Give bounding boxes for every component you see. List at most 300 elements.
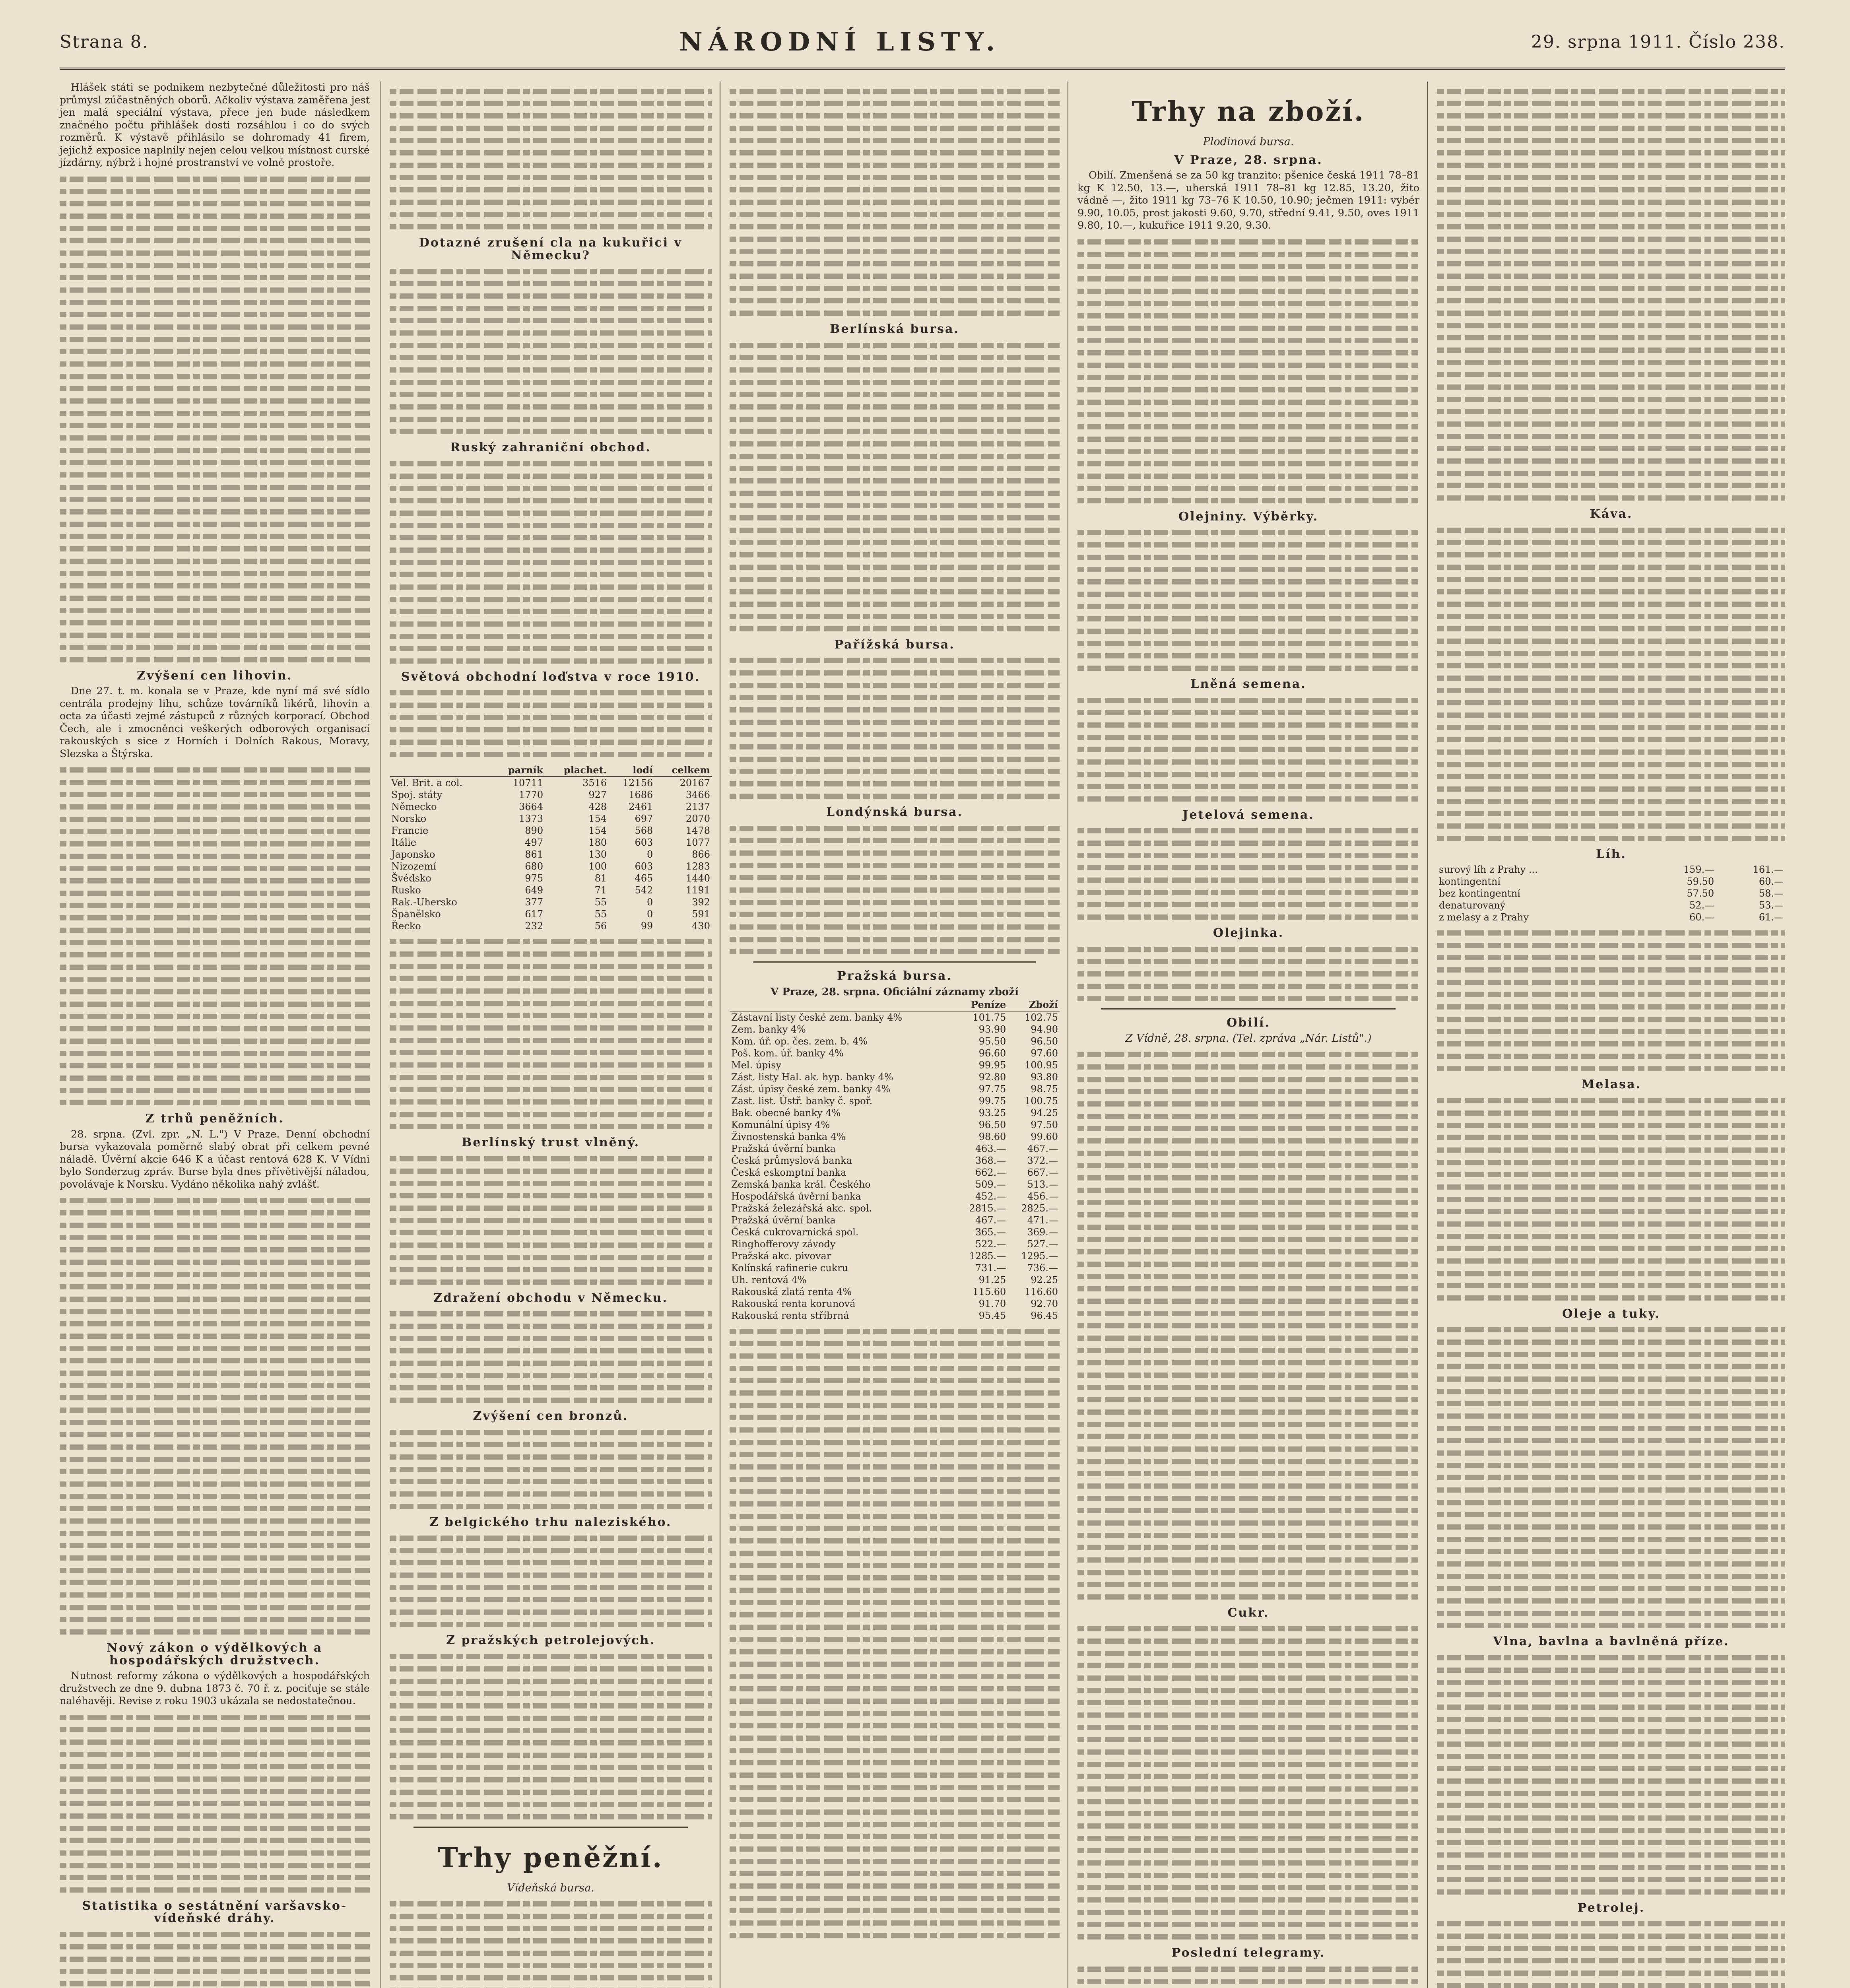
table-cell: 99.95 — [978, 1059, 1006, 1071]
table-cell: Kom. úř. op. čes. zem. b. 4% — [731, 1035, 868, 1047]
article-heading: Z belgického trhu naleziského. — [429, 1515, 672, 1529]
table-row — [730, 1298, 1060, 1310]
text-block — [1077, 239, 1419, 503]
table-cell: 100.75 — [1025, 1095, 1058, 1107]
table-row — [730, 1190, 1060, 1202]
table-row — [730, 1214, 1060, 1226]
table-cell: 60.— — [1689, 912, 1714, 923]
table-row — [730, 1107, 1060, 1119]
table-header-cell — [730, 999, 956, 1011]
table-cell: 96.45 — [1031, 1310, 1058, 1321]
table-cell: 93.25 — [978, 1107, 1006, 1118]
text-block — [1437, 1921, 1785, 1988]
table-row — [730, 1035, 1060, 1047]
text-block — [1437, 528, 1785, 841]
table-cell: 61.— — [1759, 912, 1784, 923]
text-block — [60, 1932, 370, 1988]
table-cell: 93.80 — [1031, 1071, 1058, 1083]
table-row — [730, 1178, 1060, 1190]
table-row — [1437, 911, 1785, 923]
table-cell: Poš. kom. úř. banky 4% — [731, 1047, 844, 1059]
article-heading: Obilí. — [1227, 1015, 1270, 1030]
table-cell: Norsko — [391, 813, 427, 824]
article-paragraph: Obilí. Zmenšená se za 50 kg tranzito: pšenice česká 1911 78–81 kg K 12.50, 13.—, uherská 1911 78–81 kg 12.85, 13.20, žito vádně —, žito 1911 kg 73–76 K 10.50, 10.90; ječmen 1911: vybér 9.90, 10.05, prost jakosti 9.60, 9.70, střední 9.41, 9.50, oves 1911 9.80, 10.—, kukuřice 1911 9.20, 9.30. — [1077, 169, 1419, 231]
table-cell: Zast. list. Ústř. banky č. spoř. — [731, 1095, 873, 1107]
article-heading: Berlínský trust vlněný. — [461, 1136, 640, 1149]
table-cell: Česká eskomptní banka — [731, 1167, 846, 1178]
table-cell: 465 — [635, 873, 653, 884]
article-heading: Berlínská bursa. — [830, 322, 959, 336]
text-block — [730, 1329, 1060, 1938]
table-cell: 1077 — [685, 837, 710, 848]
table-cell: denaturovaný — [1439, 900, 1506, 911]
table-cell: 3664 — [519, 801, 544, 812]
table-cell: 92.25 — [1031, 1274, 1058, 1285]
table-cell: kontingentní — [1439, 876, 1501, 887]
table-row — [730, 1059, 1060, 1071]
table-cell: 377 — [525, 897, 544, 908]
section-title: Trhy peněžní. — [438, 1842, 664, 1874]
table-cell: 97.60 — [1031, 1047, 1058, 1059]
table-cell: 0 — [647, 897, 653, 908]
article-heading: Poslední telegramy. — [1171, 1946, 1326, 1960]
article-heading: Lněná semena. — [1190, 677, 1306, 691]
article-heading: Pařížská bursa. — [834, 637, 955, 652]
table-cell: Zemská banka král. Českého — [731, 1178, 871, 1190]
table-row — [390, 837, 712, 848]
table-cell: z melasy a z Prahy — [1439, 912, 1529, 923]
table-cell: Zást. úpisy české zem. banky 4% — [731, 1083, 891, 1095]
table-cell: Německo — [391, 801, 437, 812]
table-row — [390, 825, 712, 837]
table-row — [730, 1047, 1060, 1059]
text-block — [1437, 930, 1785, 1071]
table-cell: 2825.— — [1021, 1202, 1058, 1214]
shipping-table — [390, 764, 712, 932]
table-header-cell: Zboží — [1008, 999, 1060, 1011]
table-header-row — [730, 999, 1060, 1011]
table-cell: 662.— — [975, 1167, 1006, 1178]
table-cell: Mel. úpisy — [731, 1059, 782, 1071]
table-cell: 53.— — [1759, 900, 1784, 911]
table-cell: 154 — [588, 813, 607, 824]
table-cell: 667.— — [1027, 1167, 1058, 1178]
table-cell: 96.50 — [978, 1119, 1006, 1130]
table-cell: 99 — [641, 920, 653, 932]
text-block — [1437, 1327, 1785, 1628]
column-2 — [390, 82, 712, 1988]
text-block — [390, 89, 712, 229]
table-cell: 101.75 — [973, 1011, 1006, 1023]
table-header-cell: plachet. — [545, 764, 608, 777]
text-block — [390, 1311, 712, 1403]
table-cell: Řecko — [391, 920, 421, 932]
table-cell: 20167 — [679, 777, 710, 788]
table-cell: Bak. obecné banky 4% — [731, 1107, 841, 1118]
quotation-rows — [730, 1011, 1060, 1322]
table-cell: 603 — [635, 837, 653, 848]
article-heading: Vlna, bavlna a bavlněná příze. — [1493, 1635, 1730, 1648]
article-heading: Jetelová semena. — [1182, 808, 1314, 822]
table-cell: 91.25 — [978, 1274, 1006, 1285]
table-cell: 99.60 — [1031, 1131, 1058, 1142]
table-cell: 94.25 — [1031, 1107, 1058, 1118]
table-cell: bez kontingentní — [1439, 888, 1520, 899]
table-row — [730, 1286, 1060, 1298]
table-cell: 2070 — [685, 813, 710, 824]
table-cell: 513.— — [1027, 1178, 1058, 1190]
article-heading: Olejinka. — [1213, 926, 1284, 940]
table-cell: Zem. banky 4% — [731, 1023, 806, 1035]
table-cell: 975 — [525, 873, 544, 884]
text-block — [390, 1430, 712, 1509]
table-cell: 180 — [588, 837, 607, 848]
table-cell: 430 — [692, 920, 710, 932]
table-cell: 98.60 — [978, 1131, 1006, 1142]
text-block — [390, 1536, 712, 1627]
table-cell: 368.— — [975, 1155, 1006, 1166]
article-heading: Cukr. — [1227, 1606, 1270, 1620]
table-cell: Pražská úvěrní banka — [731, 1143, 836, 1154]
section-title: Trhy na zboží. — [1132, 96, 1365, 128]
table-cell: Zástavní listy české zem. banky 4% — [731, 1011, 903, 1023]
table-cell: Pražská úvěrní banka — [731, 1214, 836, 1226]
table-header-cell — [390, 764, 492, 777]
table-cell: Rakouská renta korunová — [731, 1298, 856, 1309]
table-cell: 93.90 — [978, 1023, 1006, 1035]
table-header-cell: celkem — [654, 764, 712, 777]
text-block — [730, 826, 1060, 954]
table-cell: 100.95 — [1025, 1059, 1058, 1071]
table-row — [390, 884, 712, 896]
table-cell: 2815.— — [969, 1202, 1006, 1214]
table-row — [1437, 887, 1785, 899]
table-cell: Francie — [391, 825, 429, 836]
table-row — [730, 1083, 1060, 1095]
text-block — [1077, 530, 1419, 671]
text-block — [1077, 1052, 1419, 1600]
table-cell: 542 — [635, 885, 653, 896]
table-cell: Pražská železářská akc. spol. — [731, 1202, 872, 1214]
table-header-cell: parník — [492, 764, 545, 777]
text-block — [1077, 828, 1419, 920]
table-cell: 98.75 — [1031, 1083, 1058, 1095]
table-cell: 57.50 — [1687, 888, 1714, 899]
table-cell: 452.— — [975, 1190, 1006, 1202]
section-subtitle: Z Vídně, 28. srpna. (Tel. zpráva „Nár. Listů".) — [1125, 1032, 1372, 1044]
table-cell: Španělsko — [391, 909, 441, 920]
table-cell: 731.— — [975, 1262, 1006, 1274]
table-cell: 10711 — [512, 777, 544, 788]
table-cell: 102.75 — [1025, 1011, 1058, 1023]
text-block — [390, 1156, 712, 1285]
article-heading: Z pražských petrolejových. — [446, 1633, 655, 1647]
table-row — [390, 908, 712, 920]
table-row — [390, 777, 712, 789]
table-cell: 96.50 — [1031, 1035, 1058, 1047]
table-cell: 60.— — [1759, 876, 1784, 887]
table-cell: 56 — [594, 920, 607, 932]
article-heading: Melasa. — [1581, 1077, 1641, 1091]
table-cell: 154 — [588, 825, 607, 836]
table-row — [390, 872, 712, 884]
table-row — [730, 1023, 1060, 1035]
table-cell: 2461 — [629, 801, 653, 812]
table-cell: Itálie — [391, 837, 416, 848]
table-cell: Uh. rentová 4% — [731, 1274, 807, 1285]
table-row — [390, 920, 712, 932]
table-cell: 428 — [588, 801, 607, 812]
table-header-cell: lodí — [608, 764, 654, 777]
table-cell: 1686 — [629, 789, 653, 800]
section-divider — [413, 1827, 688, 1828]
text-block — [390, 690, 712, 757]
table-cell: 0 — [647, 909, 653, 920]
article-heading: Statistika o sestátnění varšavsko-vídeňské dráhy. — [82, 1899, 347, 1925]
article-heading: Nový zákon o výdělkových a hospodářských družstvech. — [107, 1641, 323, 1668]
table-cell: Česká cukrovarnická spol. — [731, 1226, 859, 1238]
table-cell: 467.— — [1027, 1143, 1058, 1154]
table-cell: 59.50 — [1687, 876, 1714, 887]
column-4 — [1077, 82, 1419, 1988]
spirits-table — [1437, 864, 1785, 923]
table-cell: 568 — [635, 825, 653, 836]
table-cell: 471.— — [1027, 1214, 1058, 1226]
newspaper-title: NÁRODNÍ LISTY. — [679, 27, 1001, 57]
table-row — [390, 860, 712, 872]
table-cell: 81 — [594, 873, 607, 884]
article-paragraph: Nutnost reformy zákona o výdělkových a hospodářských družstvech ze dne 9. dubna 1873 č. 70 ř. z. pociťuje se stále naléhavěji. Revise z roku 1903 ukázala se nedostatečnou. — [60, 1670, 370, 1707]
table-cell: Hospodářská úvěrní banka — [731, 1190, 861, 1202]
table-row — [730, 1250, 1060, 1262]
text-block — [60, 767, 370, 1105]
table-cell: 617 — [525, 909, 544, 920]
table-row — [730, 1011, 1060, 1023]
table-cell: 509.— — [975, 1178, 1006, 1190]
text-block — [390, 461, 712, 664]
table-cell: 927 — [588, 789, 607, 800]
table-row — [730, 1274, 1060, 1286]
table-row — [730, 1202, 1060, 1214]
table-cell: 3466 — [685, 789, 710, 800]
table-cell: Ringhofferovy závody — [731, 1238, 836, 1250]
article-heading: Z trhů peněžních. — [145, 1112, 284, 1126]
text-block — [390, 939, 712, 1129]
table-cell: 99.75 — [978, 1095, 1006, 1107]
text-block — [60, 177, 370, 662]
table-cell: Rakouská zlatá renta 4% — [731, 1286, 852, 1297]
text-block — [1437, 1655, 1785, 1895]
table-row — [730, 1262, 1060, 1274]
table-cell: 232 — [525, 920, 544, 932]
table-cell: 58.— — [1759, 888, 1784, 899]
text-block — [1077, 1967, 1419, 1988]
text-block — [1077, 698, 1419, 802]
column-3 — [730, 82, 1060, 1988]
table-cell: Rakouská renta stříbrná — [731, 1310, 849, 1321]
article-paragraph: 28. srpna. (Zvl. zpr. „N. L.") V Praze. Denní obchodní bursa vykazovala poměrně slabý obrat při celkem pevné náladě. Úvěrní akcie 646 K a účast rentová 628 K. V Vídni bylo Sonderzug zpráv. Burse byla dnes přívětivější náladou, povolávaje k Norsku. Vydáno několika nahý zvlášť. — [60, 1128, 370, 1190]
table-row — [730, 1143, 1060, 1155]
text-block — [1077, 947, 1419, 1001]
table-row — [1437, 899, 1785, 911]
text-block — [730, 658, 1060, 799]
table-cell: Vel. Brit. a col. — [391, 777, 463, 788]
table-row — [730, 1167, 1060, 1178]
table-cell: 97.50 — [1031, 1119, 1058, 1130]
table-cell: Nizozemí — [391, 861, 437, 872]
table-header-row — [390, 764, 712, 777]
board-title: V Praze, 28. srpna. Oficiální záznamy zboží — [771, 986, 1019, 998]
article-heading: Londýnská bursa. — [826, 805, 963, 819]
table-row — [730, 1310, 1060, 1322]
text-block — [1437, 1098, 1785, 1301]
table-cell: 1295.— — [1021, 1250, 1058, 1262]
table-cell: 456.— — [1027, 1190, 1058, 1202]
table-header-cell: Peníze — [956, 999, 1008, 1011]
table-row — [730, 1071, 1060, 1083]
table-cell: Rusko — [391, 885, 421, 896]
text-block — [60, 1198, 370, 1635]
article-heading: Ruský zahraniční obchod. — [450, 441, 651, 454]
table-cell: 1191 — [685, 885, 710, 896]
table-cell: 94.90 — [1031, 1023, 1058, 1035]
table-cell: Rak.-Uhersko — [391, 897, 457, 908]
table-cell: 52.— — [1689, 900, 1714, 911]
table-cell: 55 — [594, 897, 607, 908]
table-cell: 1285.— — [969, 1250, 1006, 1262]
table-cell: 369.— — [1027, 1226, 1058, 1238]
table-row — [1437, 864, 1785, 876]
table-cell: surový líh z Prahy ... — [1439, 864, 1538, 875]
table-cell: 91.70 — [978, 1298, 1006, 1309]
table-cell: 130 — [588, 849, 607, 860]
table-cell: Japonsko — [391, 849, 435, 860]
issue-date: 29. srpna 1911. Číslo 238. — [1531, 31, 1785, 52]
table-cell: Kolínská rafinerie cukru — [731, 1262, 848, 1274]
article-heading: V Praze, 28. srpna. — [1174, 153, 1323, 167]
table-cell: 116.60 — [1025, 1286, 1058, 1297]
table-cell: 861 — [525, 849, 544, 860]
column-5 — [1437, 82, 1785, 1988]
table-cell: Pražská akc. pivovar — [731, 1250, 831, 1262]
table-cell: 71 — [594, 885, 607, 896]
text-block — [1077, 1626, 1419, 1939]
table-cell: 1283 — [685, 861, 710, 872]
table-row — [730, 1226, 1060, 1238]
table-cell: Švédsko — [391, 873, 431, 884]
table-cell: 55 — [594, 909, 607, 920]
table-cell: 467.— — [975, 1214, 1006, 1226]
table-cell: 97.75 — [978, 1083, 1006, 1095]
table-cell: 92.80 — [978, 1071, 1006, 1083]
article-paragraph: Hlášek státi se podnikem nezbytečné důležitosti pro náš průmysl zúčastněných oborů. Ačkoliv výstava zaměřena jest jen malá speciální výstava, přece jen bude následkem značného počtu přihlášek dosti rozsáhlou i co do svých rozměrů. K výstavě přihlásilo se dohromady 41 firem, jejichž exposice naplnily nejen celou velkou místnost curské jízdárny, nýbrž i hojné prostranství ve volné prostoře. — [60, 82, 370, 169]
table-cell: 392 — [692, 897, 710, 908]
table-row — [390, 896, 712, 908]
text-block — [730, 89, 1060, 316]
article-paragraph: Dne 27. t. m. konala se v Praze, kde nyní má své sídlo centrála prodejny lihu, schůze továrníků likérů, lihovin a octa za účasti zejmé zástupců z různých korporací. Obchod Čech, ale i zmocněnci veškerých odborových organisací rakouských s sice z Horních i Dolních Rakous, Moravy, Slezska a Štýrska. — [60, 685, 370, 760]
article-heading: Zvýšení cen lihovin. — [137, 668, 293, 683]
table-cell: 463.— — [975, 1143, 1006, 1154]
table-row — [390, 848, 712, 860]
article-heading: Olejniny. Výběrky. — [1178, 509, 1318, 524]
column-rule — [1427, 82, 1428, 1988]
section-subtitle: Vídeňská bursa. — [507, 1881, 594, 1894]
text-block — [390, 269, 712, 434]
table-cell: 95.45 — [978, 1310, 1006, 1321]
table-cell: 1478 — [685, 825, 710, 836]
table-row — [390, 813, 712, 825]
table-cell: Živnostenská banka 4% — [731, 1131, 846, 1142]
column-1 — [60, 82, 370, 1988]
table-cell: 12156 — [622, 777, 653, 788]
table-cell: 680 — [525, 861, 544, 872]
text-block — [390, 1901, 712, 1988]
table-cell: 1373 — [519, 813, 544, 824]
table-cell: Komunální úpisy 4% — [731, 1119, 830, 1130]
article-heading: Dotazné zrušení cla na kukuřici v Německu? — [419, 236, 683, 262]
masthead — [60, 16, 1785, 70]
table-cell: 736.— — [1027, 1262, 1058, 1274]
table-cell: Zást. listy Hal. ak. hyp. banky 4% — [731, 1071, 893, 1083]
article-heading: Pražská bursa. — [837, 969, 952, 983]
section-divider — [1101, 1008, 1396, 1010]
table-cell: 159.— — [1683, 864, 1714, 875]
table-row — [390, 801, 712, 813]
table-cell: 3516 — [582, 777, 607, 788]
table-row — [390, 789, 712, 801]
table-cell: 115.60 — [973, 1286, 1006, 1297]
table-row — [730, 1238, 1060, 1250]
table-cell: 96.60 — [978, 1047, 1006, 1059]
article-heading: Káva. — [1590, 507, 1633, 521]
text-block — [390, 1654, 712, 1819]
table-cell: 365.— — [975, 1226, 1006, 1238]
table-cell: 527.— — [1027, 1238, 1058, 1250]
article-heading: Světová obchodní loďstva v roce 1910. — [401, 670, 700, 684]
table-cell: 95.50 — [978, 1035, 1006, 1047]
table-row — [1437, 876, 1785, 887]
table-cell: Česká průmyslová banka — [731, 1155, 852, 1166]
article-heading: Líh. — [1596, 847, 1627, 861]
table-cell: Spoj. státy — [391, 789, 443, 800]
table-row — [730, 1131, 1060, 1143]
table-cell: 603 — [635, 861, 653, 872]
text-block — [60, 1715, 370, 1893]
table-cell: 100 — [588, 861, 607, 872]
table-row — [730, 1155, 1060, 1167]
table-cell: 522.— — [975, 1238, 1006, 1250]
table-cell: 649 — [525, 885, 544, 896]
table-cell: 1770 — [519, 789, 544, 800]
article-heading: Petrolej. — [1577, 1901, 1645, 1915]
table-row — [730, 1095, 1060, 1107]
table-cell: 92.70 — [1031, 1298, 1058, 1309]
table-cell: 866 — [692, 849, 710, 860]
table-cell: 697 — [635, 813, 653, 824]
table-cell: 890 — [525, 825, 544, 836]
page-number: Strana 8. — [60, 31, 149, 52]
table-row — [730, 1119, 1060, 1131]
text-block — [1437, 89, 1785, 501]
table-cell: 372.— — [1027, 1155, 1058, 1166]
table-cell: 1440 — [685, 873, 710, 884]
table-cell: 591 — [692, 909, 710, 920]
section-subtitle: Plodinová bursa. — [1203, 136, 1294, 148]
article-heading: Zvýšení cen bronzů. — [473, 1409, 629, 1423]
table-cell: 2137 — [685, 801, 710, 812]
table-cell: 0 — [647, 849, 653, 860]
table-cell: 161.— — [1753, 864, 1784, 875]
